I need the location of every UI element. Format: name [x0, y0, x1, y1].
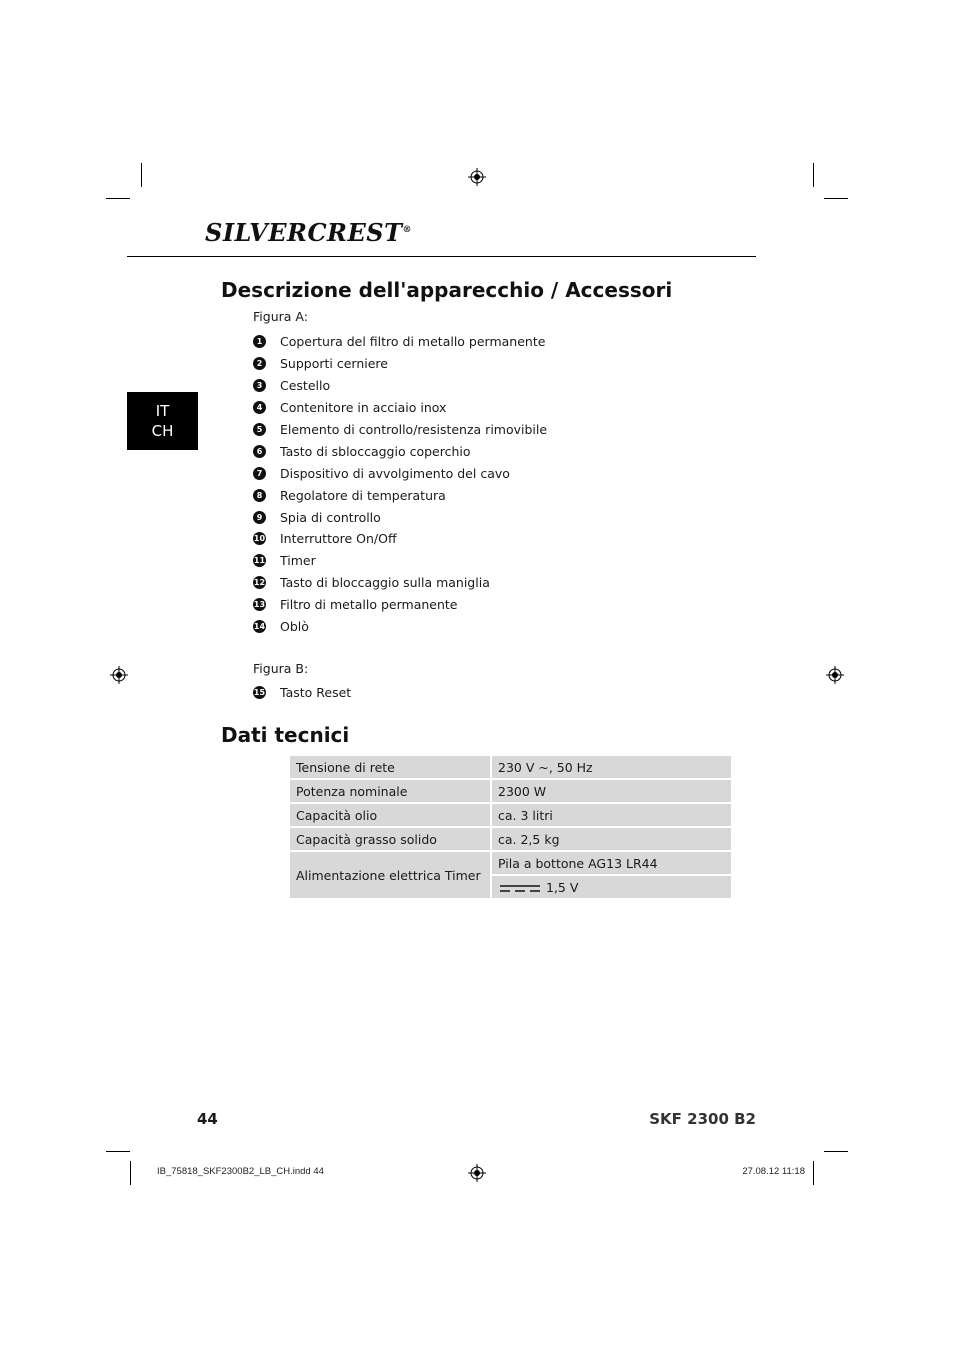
item-number-badge: 9: [253, 511, 266, 524]
registration-mark-icon: [468, 1164, 486, 1182]
item-label: Oblò: [280, 619, 309, 635]
item-label: Filtro di metallo permanente: [280, 597, 458, 613]
table-cell-value: ca. 2,5 kg: [492, 828, 731, 852]
figure-b-list: [253, 682, 351, 704]
table-cell-param: Capacità olio: [290, 804, 492, 828]
list-item: [253, 375, 547, 397]
table-cell-param: Tensione di rete: [290, 756, 492, 780]
table-cell-param: Potenza nominale: [290, 780, 492, 804]
list-item: [253, 594, 547, 616]
item-number-badge: 3: [253, 379, 266, 392]
item-label: Contenitore in acciaio inox: [280, 400, 447, 416]
list-item: [253, 462, 547, 484]
item-number-badge: 15: [253, 688, 266, 698]
item-label: Tasto di sbloccaggio coperchio: [280, 443, 471, 459]
language-code-it: IT: [155, 402, 170, 420]
figure-b-label: Figura B:: [253, 661, 309, 676]
section-title-technical-data: Dati tecnici: [221, 723, 350, 747]
crop-mark: [141, 163, 142, 187]
table-cell-value: 230 V ~, 50 Hz: [492, 756, 731, 780]
table-cell-value-voltage: [492, 876, 731, 898]
item-label: Spia di controllo: [280, 509, 381, 525]
item-number-badge: 4: [253, 401, 266, 414]
slug-datetime: 27.08.12 11:18: [742, 1166, 805, 1177]
item-number-badge: 13: [253, 600, 266, 610]
list-item: [253, 484, 547, 506]
table-cell-param: Alimentazione elettrica Timer: [290, 852, 492, 898]
table-row: [290, 828, 731, 852]
table-row: [290, 804, 731, 828]
list-item: [253, 616, 547, 638]
crop-mark: [824, 1151, 848, 1152]
table-row: [290, 852, 731, 876]
list-item: [253, 353, 547, 375]
crop-mark: [130, 1161, 131, 1185]
list-item: [253, 572, 547, 594]
section-title-description: Descrizione dell'apparecchio / Accessori: [221, 278, 673, 302]
item-label: Elemento di controllo/resistenza rimovibile: [280, 422, 548, 437]
crop-mark: [813, 1161, 814, 1185]
brand-logo: [205, 218, 412, 247]
list-item: [253, 440, 547, 462]
page-number: 44: [197, 1110, 218, 1128]
item-label: Timer: [280, 553, 316, 569]
technical-data-table: [290, 756, 731, 898]
crop-mark: [106, 198, 130, 199]
header-rule: [127, 256, 756, 257]
item-label: Supporti cerniere: [280, 356, 388, 372]
model-name: SKF 2300 B2: [649, 1110, 756, 1128]
figure-a-label: Figura A:: [253, 309, 308, 324]
item-number-badge: 14: [253, 622, 266, 632]
registration-mark-icon: [826, 666, 844, 684]
table-cell-value: 2300 W: [492, 780, 731, 804]
list-item: [253, 550, 547, 572]
registration-mark-icon: [110, 666, 128, 684]
item-number-badge: 1: [253, 335, 266, 348]
crop-mark: [813, 163, 814, 187]
crop-mark: [824, 198, 848, 199]
list-item: [253, 682, 351, 704]
item-number-badge: 11: [253, 556, 266, 566]
table-cell-param: Capacità grasso solido: [290, 828, 492, 852]
list-item: [253, 506, 547, 528]
item-label: Tasto di bloccaggio sulla maniglia: [280, 575, 490, 591]
table-cell-value: ca. 3 litri: [492, 804, 731, 828]
item-label: Regolatore di temperatura: [280, 487, 446, 503]
table-cell-value: Pila a bottone AG13 LR44: [492, 852, 731, 876]
list-item: [253, 419, 547, 441]
language-tab: [127, 392, 198, 450]
item-label: Dispositivo di avvolgimento del cavo: [280, 465, 510, 481]
item-number-badge: 5: [253, 423, 266, 436]
item-number-badge: 8: [253, 489, 266, 502]
voltage-value: 1,5 V: [546, 879, 579, 895]
item-label: Tasto Reset: [280, 685, 352, 701]
item-number-badge: 12: [253, 578, 266, 588]
direct-current-icon: [498, 883, 542, 893]
item-number-badge: 6: [253, 445, 266, 458]
slug-filename: IB_75818_SKF2300B2_LB_CH.indd 44: [157, 1166, 324, 1177]
registration-mark-icon: [468, 168, 486, 186]
list-item: [253, 331, 547, 353]
crop-mark: [106, 1151, 130, 1152]
table-row: [290, 780, 731, 804]
item-number-badge: 10: [253, 534, 266, 544]
table-row: [290, 756, 731, 780]
item-label: Copertura del filtro di metallo permanente: [280, 334, 546, 350]
item-number-badge: 7: [253, 467, 266, 480]
list-item: [253, 528, 547, 550]
list-item: [253, 397, 547, 419]
item-label: Cestello: [280, 378, 331, 394]
registered-mark: ®: [402, 225, 412, 235]
language-code-ch: CH: [151, 422, 174, 440]
item-number-badge: 2: [253, 357, 266, 370]
parts-list: [253, 331, 547, 637]
item-label: Interruttore On/Off: [280, 531, 397, 547]
brand-name: SILVERCREST: [205, 218, 403, 247]
